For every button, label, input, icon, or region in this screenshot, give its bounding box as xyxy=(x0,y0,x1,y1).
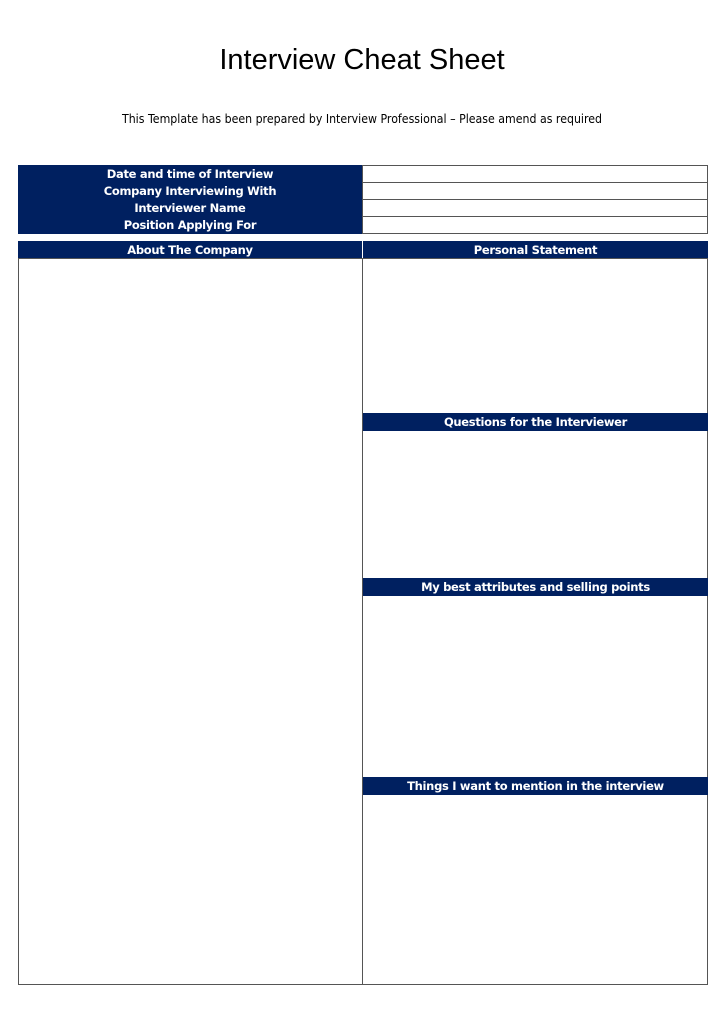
label-interviewer: Interviewer Name xyxy=(134,200,246,215)
date-field[interactable] xyxy=(362,165,708,183)
page-title: Interview Cheat Sheet xyxy=(219,44,505,76)
company-field[interactable] xyxy=(362,182,708,200)
about-header: About The Company xyxy=(18,241,362,259)
statement-header: Personal Statement xyxy=(363,241,708,259)
interviewer-field[interactable] xyxy=(362,199,708,217)
questions-area[interactable] xyxy=(363,431,707,578)
attributes-area[interactable] xyxy=(363,596,707,777)
label-date: Date and time of Interview xyxy=(106,166,274,181)
label-company: Company Interviewing With xyxy=(103,183,277,198)
mention-header: Things I want to mention in the interview xyxy=(363,777,708,795)
label-position: Position Applying For xyxy=(123,217,257,232)
about-area[interactable] xyxy=(18,258,363,985)
statement-area[interactable] xyxy=(363,259,707,413)
subtitle: This Template has been prepared by Interview Professional – Please amend as required xyxy=(121,111,603,126)
attributes-header: My best attributes and selling points xyxy=(363,578,708,596)
mention-area[interactable] xyxy=(363,795,707,984)
info-labels xyxy=(18,165,362,234)
questions-header: Questions for the Interviewer xyxy=(363,413,708,431)
position-field[interactable] xyxy=(362,216,708,234)
